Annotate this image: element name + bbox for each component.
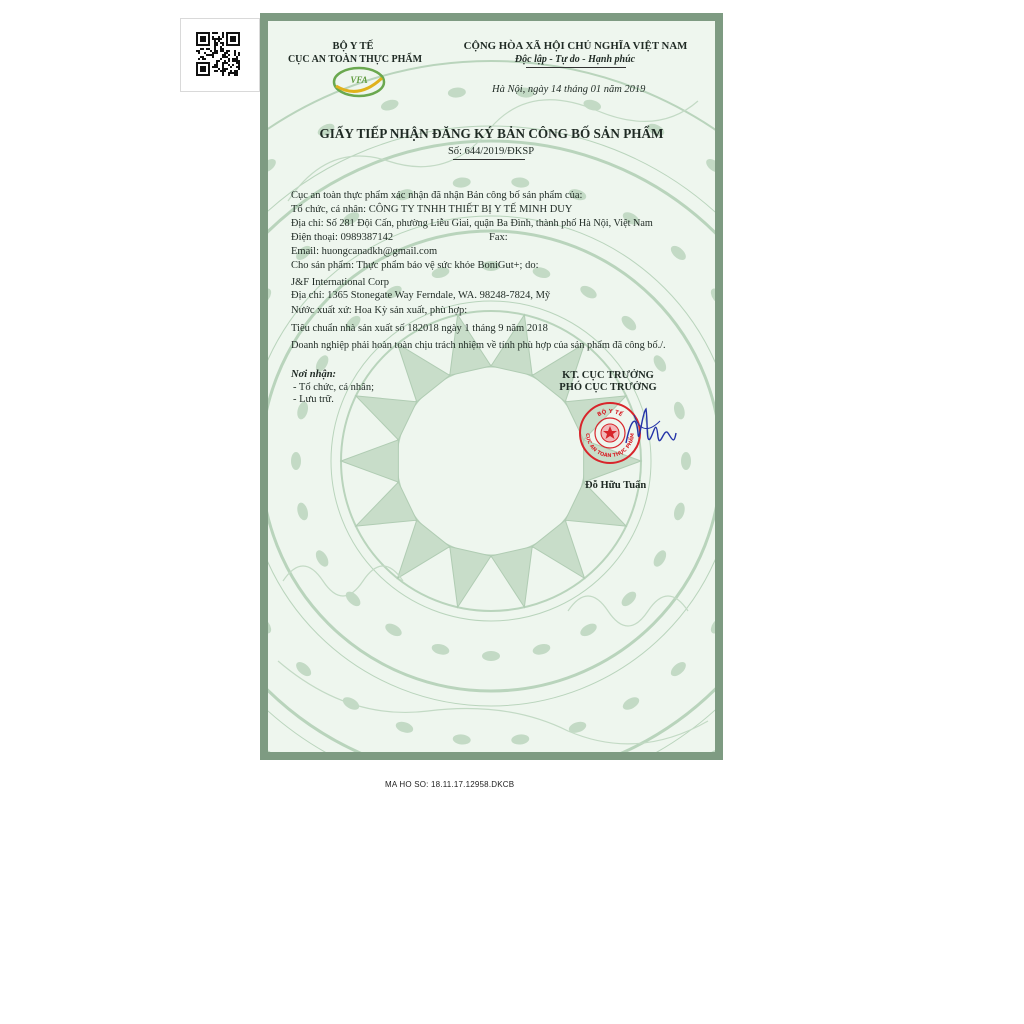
signatory-title: KT. CỤC TRƯỞNG: [562, 370, 654, 381]
motto-underline: [526, 67, 626, 68]
recipient-item: - Lưu trữ.: [293, 394, 334, 405]
certificate-title: GIẤY TIẾP NHẬN ĐĂNG KÝ BẢN CÔNG BỐ SẢN PHẨM: [319, 126, 664, 141]
origin-line: Nước xuất xứ: Hoa Kỳ sản xuất, phù hợp:: [291, 305, 468, 316]
vfa-logo-text: VFA: [350, 75, 368, 85]
manufacturer-line: J&F International Corp: [291, 277, 389, 288]
address-line: Địa chỉ: Số 281 Đội Cấn, phường Liễu Giai, quận Ba Đình, thành phố Hà Nội, Việt Nam: [291, 218, 653, 229]
phone-line: Điện thoại: 0989387142: [291, 232, 394, 243]
certificate-frame: [260, 13, 723, 760]
manufacturer-address-line: Địa chỉ: 1365 Stonegate Way Ferndale, WA. 98248-7824, Mỹ: [291, 290, 551, 301]
republic-motto: Độc lập - Tự do - Hạnh phúc: [514, 54, 636, 65]
responsibility-line: Doanh nghiệp phải hoàn toàn chịu trách nhiệm về tính phù hợp của sản phẩm đã công bố./.: [291, 340, 666, 351]
email-line: Email: huongcanadkh@gmail.com: [291, 246, 438, 257]
number-underline: [453, 159, 525, 160]
date-line: Hà Nội, ngày 14 tháng 01 năm 2019: [492, 84, 646, 95]
signatory-position: PHÓ CỤC TRƯỞNG: [559, 382, 657, 393]
department-name: CỤC AN TOÀN THỰC PHẨM: [287, 54, 423, 65]
svg-text:BỘ Y TẾ: BỘ Y TẾ: [596, 408, 624, 419]
dossier-code: MA HO SO: 18.11.17.12958.DKCB: [385, 780, 515, 789]
standard-line: Tiêu chuẩn nhà sản xuất số 182018 ngày 1 tháng 9 năm 2018: [291, 323, 548, 334]
intro-line: Cục an toàn thực phẩm xác nhận đã nhận Bản công bố sản phẩm của:: [291, 190, 583, 201]
qr-code-frame: [180, 18, 260, 92]
certificate-paper: [268, 21, 715, 752]
fax-line: Fax:: [489, 232, 508, 243]
product-line: Cho sản phẩm: Thực phẩm bảo vệ sức khỏe BoniGut+; do:: [291, 260, 539, 271]
republic-name: CỘNG HÒA XÃ HỘI CHỦ NGHĨA VIỆT NAM: [463, 40, 688, 52]
signatory-name: Đỗ Hữu Tuấn: [585, 480, 647, 491]
svg-text:CỤC AN TOÀN THỰC PHẨM: CỤC AN TOÀN THỰC PHẨM: [583, 432, 637, 460]
organization-line: Tổ chức, cá nhân: CÔNG TY TNHH THIẾT BỊ Y TẾ MINH DUY: [291, 204, 573, 215]
qr-code: [196, 32, 244, 76]
recipient-item: - Tổ chức, cá nhân;: [293, 382, 375, 393]
certificate-number: Số: 644/2019/ĐKSP: [447, 146, 535, 157]
ministry-name: BỘ Y TẾ: [332, 41, 374, 52]
recipients-label: Nơi nhận:: [291, 369, 337, 380]
signature: [620, 403, 680, 459]
